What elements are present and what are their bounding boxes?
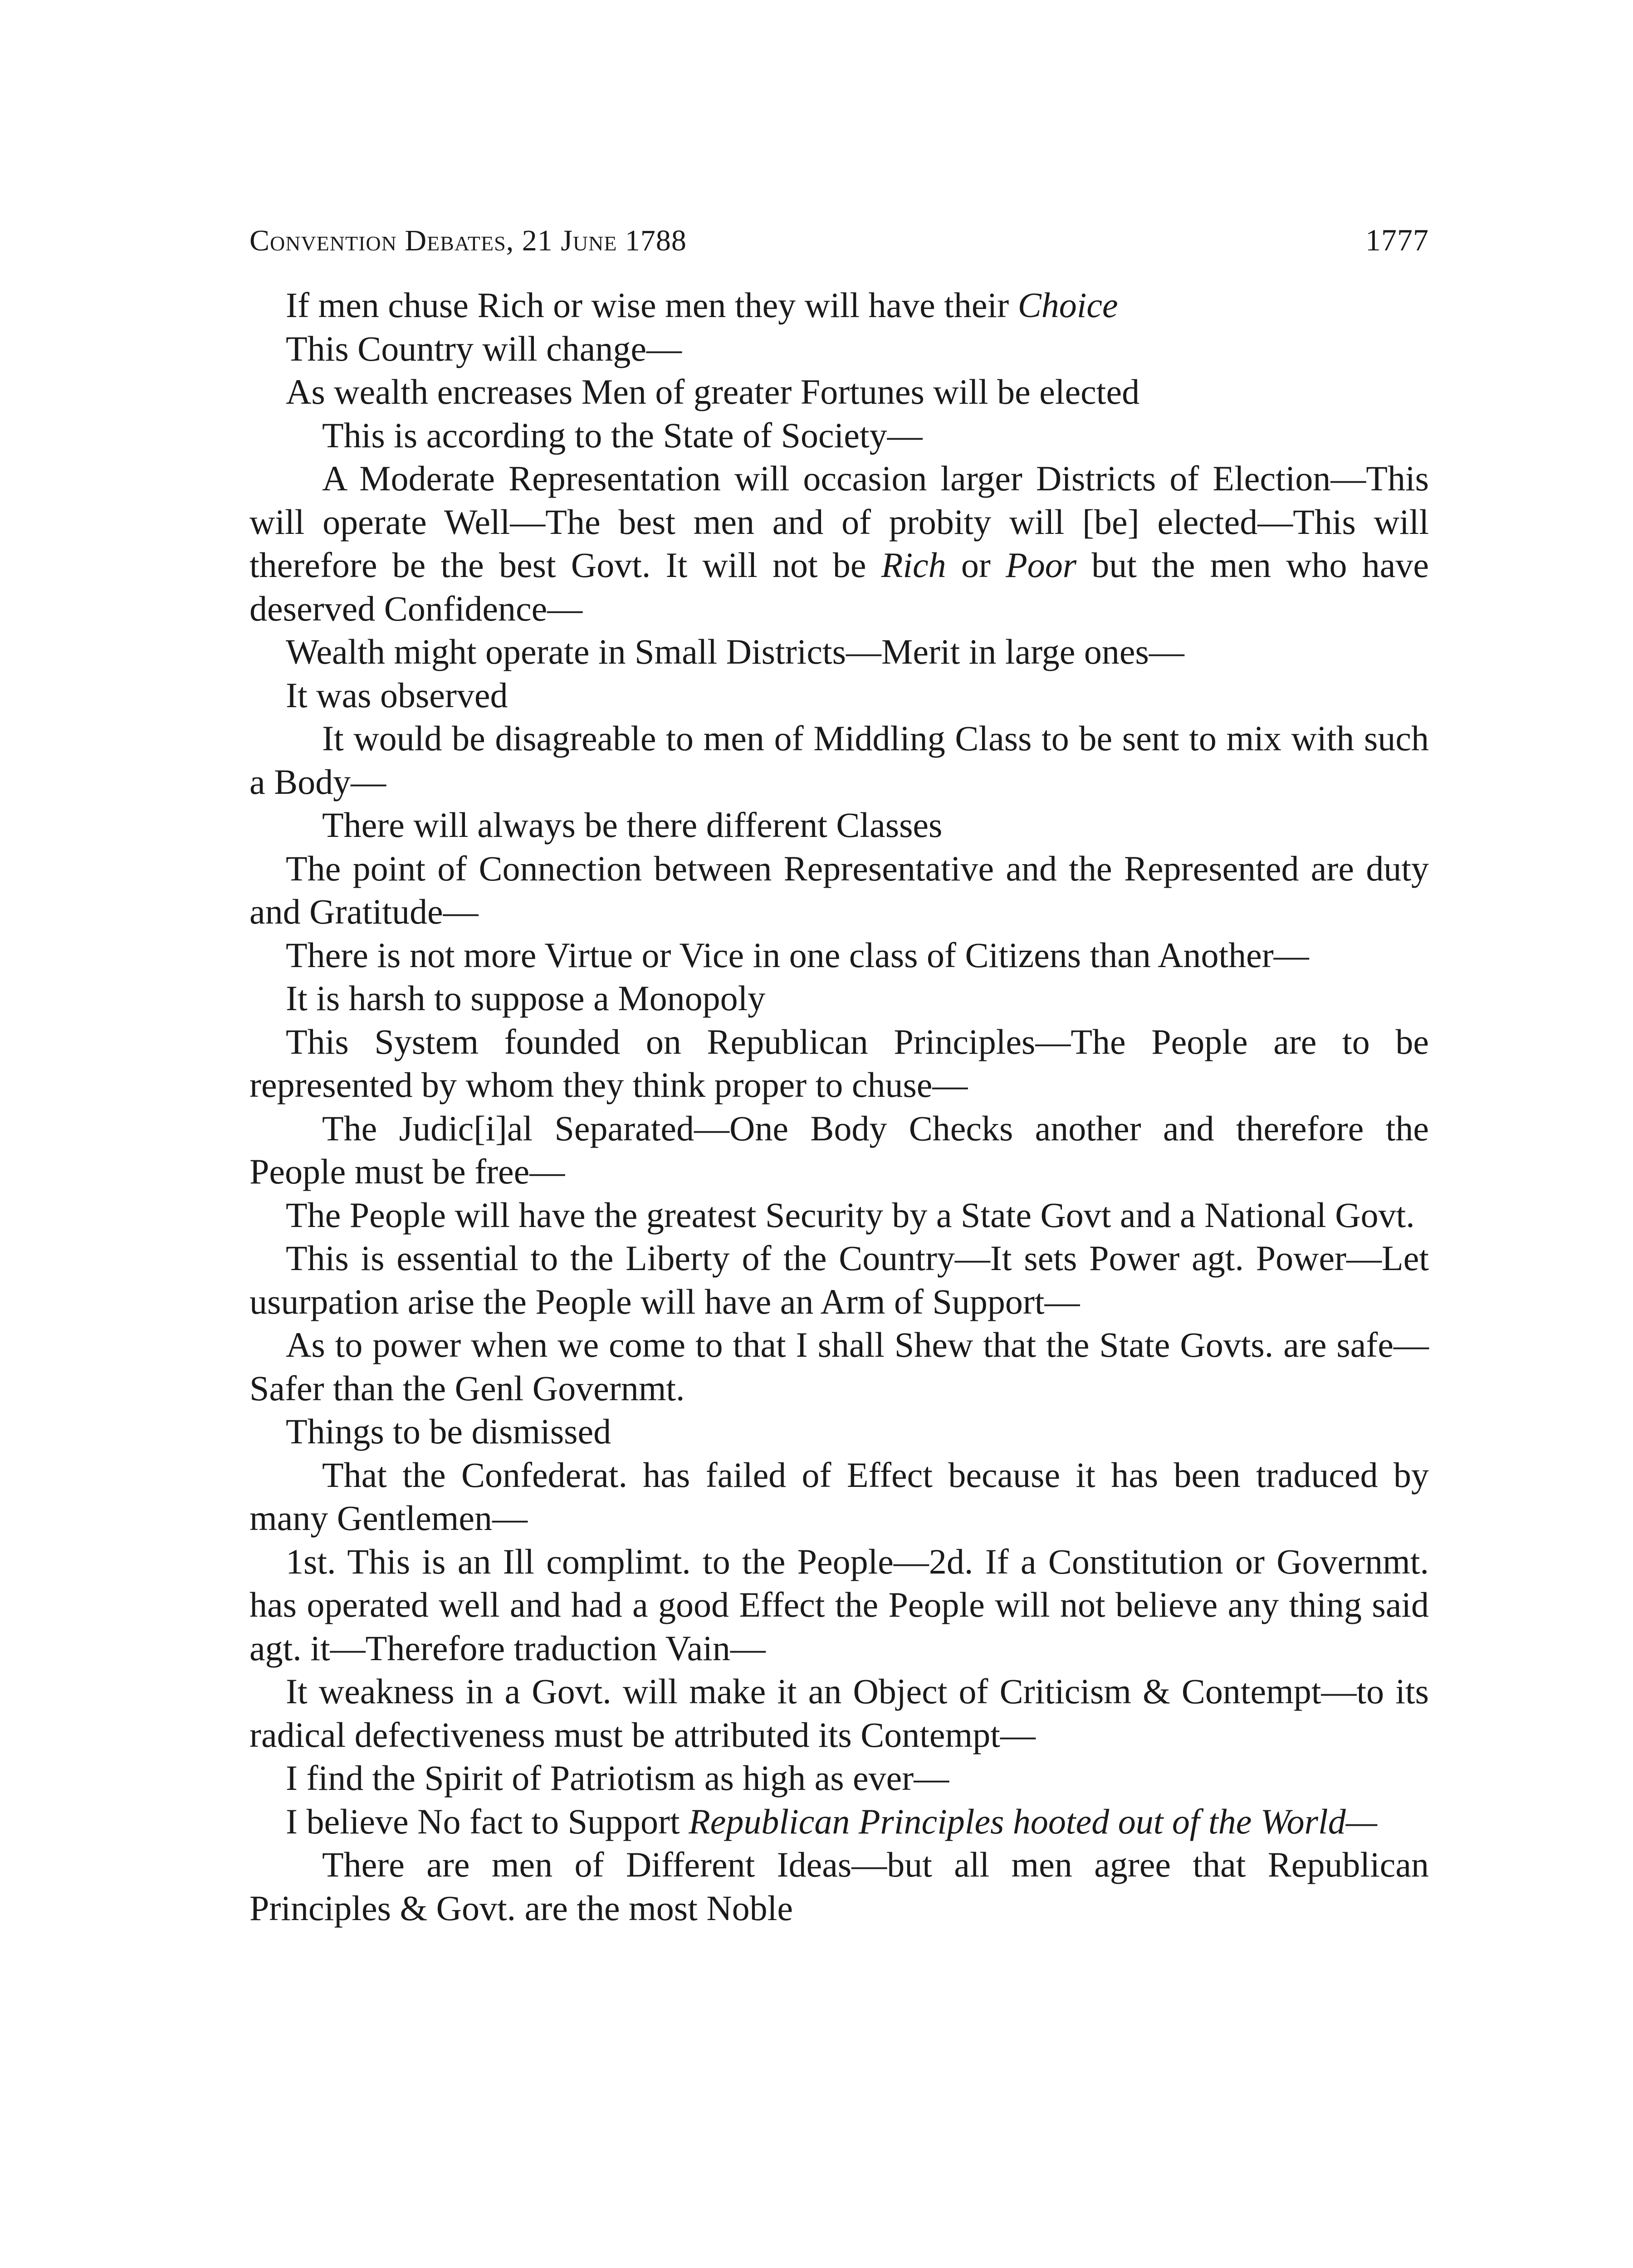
paragraph [249,1670,1429,1756]
paragraph [249,630,1429,674]
text-run: 1st. This is an Ill complimt. to the People—2d. If a Constitution or Governmt. has operated well and had a good Effect the People will not believe any thing said agt. it—Therefore traduction Vain— [249,1541,1429,1668]
text-run: Things to be dismissed [286,1412,611,1451]
text-run: That the Confederat. has failed of Effect because it has been traduced by many Gentlemen— [249,1455,1429,1538]
paragraph [249,1453,1429,1540]
text-run: It was observed [286,675,508,715]
page-number: 1777 [1365,223,1429,257]
paragraph [249,284,1429,327]
running-head: Convention Debates, 21 June 1788 [249,224,687,257]
paragraph [249,934,1429,977]
paragraph [249,1193,1429,1237]
text-run: but the men who have deserved Confidence— [249,545,1429,628]
paragraph [249,717,1429,803]
paragraph [249,1020,1429,1107]
paragraph [249,370,1429,414]
text-run: It is harsh to suppose a Monopoly [286,978,766,1018]
paragraph [249,1756,1429,1800]
text-run: As to power when we come to that I shall Shew that the State Govts. are safe—Safer than the Genl Governmt. [249,1325,1429,1408]
paragraph [249,1237,1429,1323]
text-run: Wealth might operate in Small Districts—Merit in large ones— [286,632,1184,671]
text-run: It weakness in a Govt. will make it an Object of Criticism & Contempt—to its radical defectiveness must be attributed its Contempt— [249,1672,1429,1755]
text-run: This is according to the State of Society— [322,415,923,455]
paragraph [249,414,1429,457]
paragraph [249,1800,1429,1843]
text-run: I find the Spirit of Patriotism as high as ever— [286,1758,949,1798]
paragraph [249,1410,1429,1453]
italic-text: Rich [881,545,946,585]
text-run: The point of Connection between Representative and the Represented are duty and Gratitude— [249,848,1429,931]
paragraph [249,1323,1429,1410]
paragraph [249,977,1429,1020]
text-run: There will always be there different Classes [322,805,943,845]
text-run: It would be disagreable to men of Middling Class to be sent to mix with such a Body— [249,719,1429,802]
paragraph [249,1107,1429,1193]
text-run: This System founded on Republican Principles—The People are to be represented by whom they think proper to chuse— [249,1022,1429,1105]
text-run: If men chuse Rich or wise men they will have their [286,285,1018,325]
paragraph [249,1843,1429,1930]
text-run: This Country will change— [286,328,682,368]
document-page [249,222,1429,1930]
paragraph [249,803,1429,847]
page-header [249,222,1429,258]
text-run: I believe No fact to Support [286,1801,689,1841]
text-run: The Judic[i]al Separated—One Body Checks another and therefore the People must be free— [249,1108,1429,1191]
paragraph [249,327,1429,371]
text-run: As wealth encreases Men of greater Fortunes will be elected [286,372,1140,411]
text-run: A Moderate Representation will occasion larger Districts of Election—This will operate Well—The best men and of probity will [be] elected—This will therefore be the best Govt. It will not be [249,459,1429,585]
body-text [249,284,1429,1930]
italic-text: Republican Principles hooted out of the World— [689,1801,1378,1841]
italic-text: Choice [1017,285,1118,325]
paragraph [249,674,1429,717]
text-run: There is not more Virtue or Vice in one class of Citizens than Another— [286,935,1309,975]
text-run: The People will have the greatest Security by a State Govt and a National Govt. [286,1195,1415,1235]
text-run: This is essential to the Liberty of the Country—It sets Power agt. Power—Let usurpation arise the People will have an Arm of Support— [249,1238,1429,1321]
paragraph [249,1540,1429,1670]
text-run: There are men of Different Ideas—but all men agree that Republican Principles & Govt. are the most Noble [249,1845,1429,1928]
paragraph [249,457,1429,630]
paragraph [249,847,1429,934]
text-run: or [946,545,1006,585]
italic-text: Poor [1006,545,1077,585]
